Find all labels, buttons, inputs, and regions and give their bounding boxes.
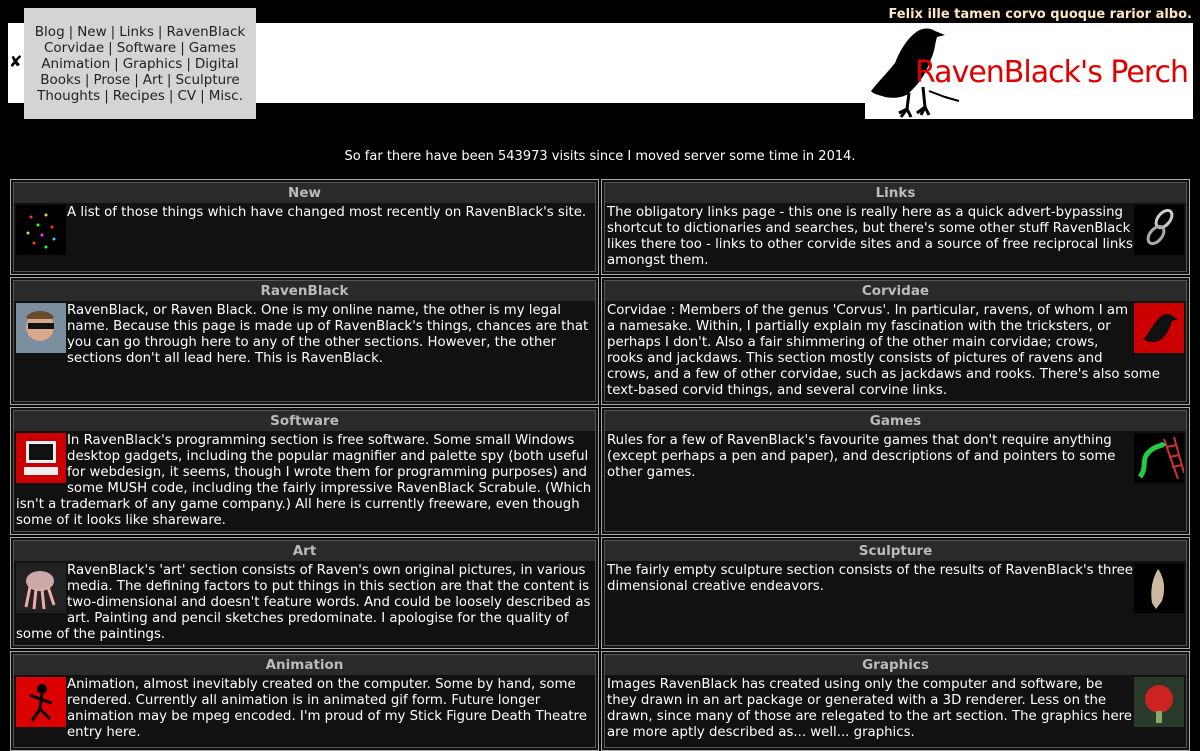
- site-logo[interactable]: [865, 23, 1193, 119]
- nav-separator: |: [186, 56, 191, 72]
- visit-counter: So far there have been 543973 visits since I moved server some time in 2014.: [344, 149, 856, 164]
- section-frame: [13, 280, 596, 402]
- nav-link-links[interactable]: Links: [119, 24, 154, 40]
- section-description: Animation, almost inevitably created on the computer. Some by hand, some rendered. Currently all animation is in animated gif form. Future longer animation may be mpeg encoded. I'm proud of my Stick Figure Death Theatre entry here.: [67, 677, 587, 740]
- nav-separator: |: [114, 56, 119, 72]
- section-links[interactable]: [601, 179, 1190, 275]
- section-title[interactable]: Animation: [14, 655, 595, 675]
- nav-link-animation[interactable]: Animation: [41, 56, 111, 72]
- section-frame: [13, 182, 596, 272]
- section-frame: [604, 654, 1187, 748]
- section-description: RavenBlack's 'art' section consists of Raven's own original pictures, in various media. The defining factors to put things in this section are that the content is two-dimensional and doesn't feature words. And could be loosely described as art. Painting and pencil sketches predominate. I apologise for the quality of some of the paintings.: [16, 563, 591, 642]
- nav-link-thoughts[interactable]: Thoughts: [37, 88, 101, 104]
- section-graphics[interactable]: [601, 651, 1190, 751]
- section-software[interactable]: [10, 407, 599, 535]
- pin-icon: ✘: [9, 52, 23, 71]
- nav-row: [24, 56, 256, 72]
- nav-separator: |: [157, 24, 163, 40]
- section-body: [14, 675, 595, 741]
- section-description: Rules for a few of RavenBlack's favourite games that don't require anything (except perhaps a pen and paper), and descriptions of and pointers to some other games.: [607, 433, 1116, 480]
- section-games[interactable]: [601, 407, 1190, 535]
- nav-separator: |: [200, 88, 205, 104]
- stick-figure-icon[interactable]: [16, 677, 66, 727]
- nav-row: [24, 88, 256, 104]
- nav-link-prose[interactable]: Prose: [93, 72, 131, 88]
- section-title[interactable]: New: [14, 183, 595, 203]
- nav-link-games[interactable]: Games: [188, 40, 236, 56]
- section-frame: [604, 182, 1187, 272]
- section-animation[interactable]: [10, 651, 599, 751]
- section-body: [14, 561, 595, 643]
- section-description: Corvidae : Members of the genus 'Corvus'. In particular, ravens, of whom I am a namesake. Within, I partially explain my fascination with the tricksters, or perhaps I don't. Also a fair shimmering of the other main corvidae; crows, rooks and jackdaws. This section mostly consists of pictures of ravens and crows, and a few of other corvidae, such as jackdaws and rooks. There's also some text-based corvid things, and several corvine links.: [607, 303, 1160, 398]
- section-title[interactable]: Sculpture: [605, 541, 1186, 561]
- nav-separator: |: [84, 72, 90, 88]
- nav-row: [24, 72, 256, 88]
- nav-separator: |: [166, 72, 172, 88]
- nav-separator: |: [104, 88, 109, 104]
- section-body: [605, 431, 1186, 481]
- section-frame: [13, 410, 596, 532]
- nav-link-art[interactable]: Art: [142, 72, 163, 88]
- raven-icon[interactable]: [1134, 303, 1184, 353]
- nav-link-recipes[interactable]: Recipes: [112, 88, 165, 104]
- section-description: RavenBlack, or Raven Black. One is my online name, the other is my legal name. Because this page is made up of RavenBlack's things, chances are that you can go through here to any of the other sections. However, the other sections don't all lead here. This is RavenBlack.: [67, 303, 589, 366]
- section-frame: [13, 654, 596, 748]
- section-description: The fairly empty sculpture section consists of the results of RavenBlack's three dimensional creative endeavors.: [607, 563, 1133, 594]
- section-body: [14, 301, 595, 367]
- render-icon[interactable]: [1134, 677, 1184, 727]
- chain-icon[interactable]: [1134, 205, 1184, 255]
- section-description: A list of those things which have changed most recently on RavenBlack's site.: [67, 205, 587, 220]
- section-title[interactable]: Art: [14, 541, 595, 561]
- section-body: [605, 561, 1186, 595]
- nav-separator: |: [110, 24, 116, 40]
- section-new[interactable]: [10, 179, 599, 275]
- nav-link-graphics[interactable]: Graphics: [122, 56, 183, 72]
- nav-link-software[interactable]: Software: [116, 40, 177, 56]
- section-description: Images RavenBlack has created using only the computer and software, be they drawn in an art package or generated with a 3D renderer. Less on the drawn, since many of those are relegated to the art section. The graphics here are more aptly described as... well... graphics.: [607, 677, 1132, 740]
- section-frame: [604, 280, 1187, 402]
- section-ravenblack[interactable]: [10, 277, 599, 405]
- section-body: [14, 203, 595, 221]
- section-title[interactable]: RavenBlack: [14, 281, 595, 301]
- nav-link-new[interactable]: New: [77, 24, 107, 40]
- snake-ladder-icon[interactable]: [1134, 433, 1184, 483]
- nav-link-blog[interactable]: Blog: [34, 24, 65, 40]
- sculpture-icon[interactable]: [1134, 563, 1184, 613]
- nav-separator: |: [134, 72, 139, 88]
- section-body: [14, 431, 595, 529]
- nav-link-corvidae[interactable]: Corvidae: [44, 40, 105, 56]
- section-corvidae[interactable]: [601, 277, 1190, 405]
- section-description: The obligatory links page - this one is really here as a quick advert-bypassing shortcut to dictionaries and searches, but there's some other stuff RavenBlack likes there too - links to other corvide sites and a source of free reciprocal links amongst them.: [607, 205, 1133, 268]
- nav-separator: |: [180, 40, 185, 56]
- logo-text: RavenBlack's Perch: [915, 55, 1189, 90]
- nav-row: [24, 40, 256, 56]
- hand-sketch-icon[interactable]: [16, 563, 66, 613]
- nav-link-ravenblack[interactable]: RavenBlack: [166, 24, 246, 40]
- section-body: [605, 301, 1186, 399]
- fireworks-icon[interactable]: [16, 205, 66, 255]
- section-frame: [13, 540, 596, 646]
- section-title[interactable]: Games: [605, 411, 1186, 431]
- nav-link-sculpture[interactable]: Sculpture: [175, 72, 240, 88]
- nav-row: [24, 24, 256, 40]
- motto: Felix ille tamen corvo quoque rarior albo.: [888, 7, 1192, 22]
- section-title[interactable]: Corvidae: [605, 281, 1186, 301]
- nav-separator: |: [68, 24, 74, 40]
- nav-separator: |: [108, 40, 113, 56]
- section-title[interactable]: Graphics: [605, 655, 1186, 675]
- section-sculpture[interactable]: [601, 537, 1190, 649]
- section-frame: [604, 410, 1187, 532]
- nav-menu: [24, 8, 256, 119]
- section-title[interactable]: Links: [605, 183, 1186, 203]
- nav-link-misc[interactable]: Misc.: [208, 88, 243, 104]
- section-description: In RavenBlack's programming section is free software. Some small Windows desktop gadgets, including the popular magnifier and palette spy (both useful for webdesign, it seems, though I wrote them for programming purposes) and some MUSH code, including the fairly impressive RavenBlack Scrabule. (Which isn't a trademark of any game company.) All here is currently freeware, even though some of it looks like shareware.: [16, 433, 592, 528]
- section-frame: [604, 540, 1187, 646]
- section-art[interactable]: [10, 537, 599, 649]
- computer-icon[interactable]: [16, 433, 66, 483]
- section-body: [605, 675, 1186, 741]
- nav-separator: |: [168, 88, 174, 104]
- portrait-icon[interactable]: [16, 303, 66, 353]
- section-body: [605, 203, 1186, 269]
- section-title[interactable]: Software: [14, 411, 595, 431]
- nav-link-digital[interactable]: Digital: [194, 56, 239, 72]
- nav-link-books[interactable]: Books: [40, 72, 81, 88]
- nav-link-cv[interactable]: CV: [177, 88, 197, 104]
